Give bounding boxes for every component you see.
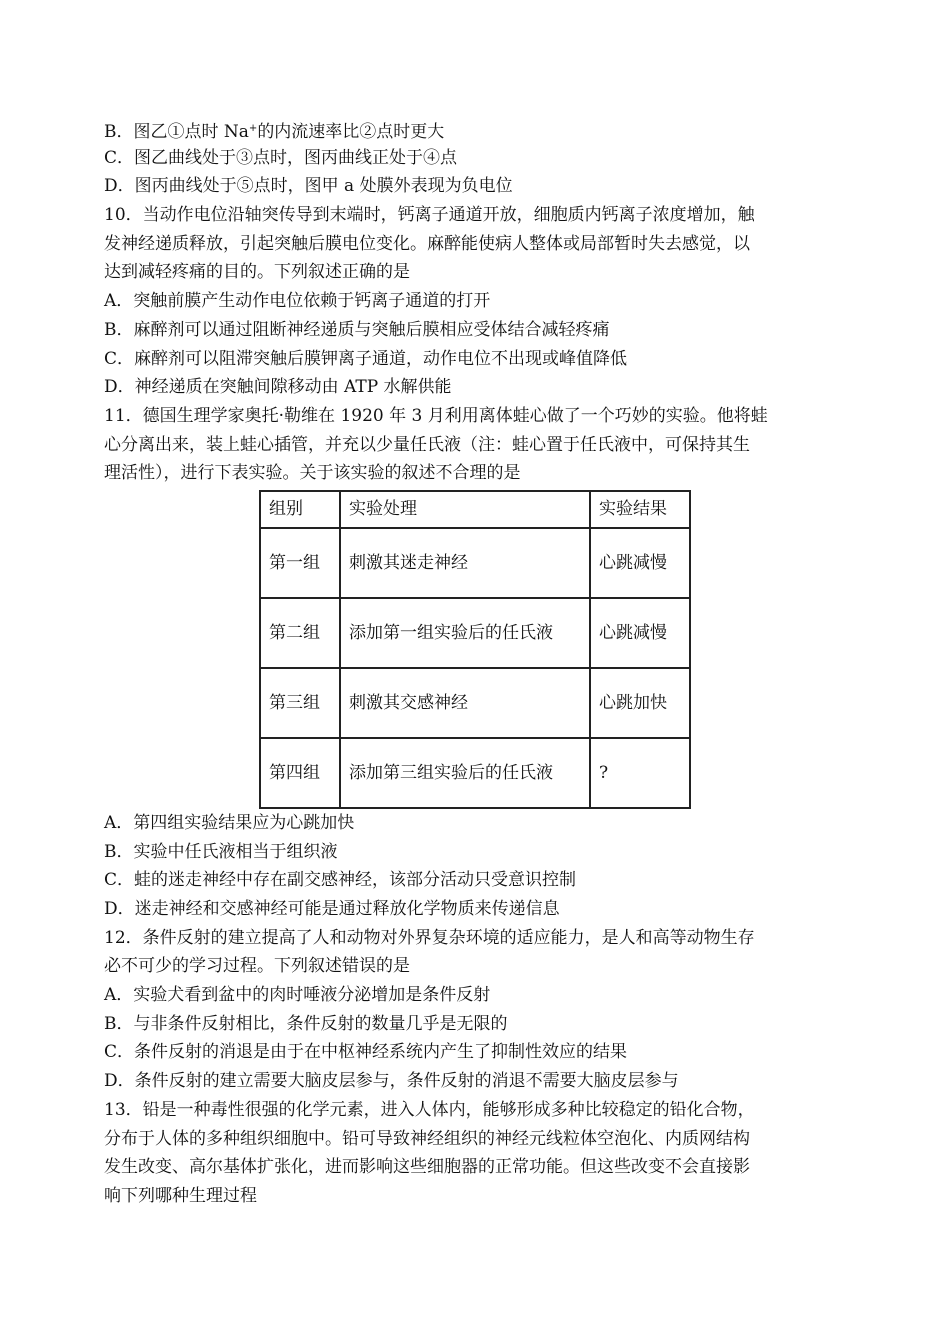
q12-option-c: C．条件反射的消退是由于在中枢神经系统内产生了抑制性效应的结果 <box>104 1042 628 1063</box>
q9-option-b: B．图乙①点时 Na+的内流速率比②点时更大 <box>104 122 445 142</box>
header-treatment: 实验处理 <box>340 491 590 528</box>
cell-group: 第二组 <box>260 598 340 668</box>
experiment-table <box>259 490 691 809</box>
q10-option-b: B．麻醉剂可以通过阻断神经递质与突触后膜相应受体结合减轻疼痛 <box>104 319 610 340</box>
cell-treatment: 刺激其交感神经 <box>340 668 590 738</box>
header-group: 组别 <box>260 491 340 528</box>
q13-stem-line: 13．铅是一种毒性很强的化学元素，进入人体内，能够形成多种比较稳定的铅化合物， <box>104 1099 755 1120</box>
q12-stem-line: 必不可少的学习过程。下列叙述错误的是 <box>104 956 410 977</box>
cell-group: 第三组 <box>260 668 340 738</box>
q13-stem-line: 响下列哪种生理过程 <box>104 1185 257 1206</box>
cell-result: 心跳减慢 <box>590 598 690 668</box>
table-row <box>260 598 690 668</box>
q10-stem-line: 发神经递质释放，引起突触后膜电位变化。麻醉能使病人整体或局部暂时失去感觉，以 <box>104 233 750 254</box>
cell-treatment: 刺激其迷走神经 <box>340 528 590 598</box>
q10-option-d: D．神经递质在突触间隙移动由 ATP 水解供能 <box>104 377 452 398</box>
q11-option-a: A．第四组实验结果应为心跳加快 <box>104 812 355 833</box>
cell-treatment: 添加第一组实验后的任氏液 <box>340 598 590 668</box>
q12-option-b: B．与非条件反射相比，条件反射的数量几乎是无限的 <box>104 1013 508 1034</box>
exam-page <box>104 115 839 1211</box>
q11-option-c: C．蛙的迷走神经中存在副交感神经，该部分活动只受意识控制 <box>104 870 577 891</box>
q11-stem-line: 心分离出来，装上蛙心插管，并充以少量任氏液（注：蛙心置于任氏液中，可保持其生 <box>104 434 750 455</box>
table-row <box>260 668 690 738</box>
q12-option-d: D．条件反射的建立需要大脑皮层参与，条件反射的消退不需要大脑皮层参与 <box>104 1071 679 1092</box>
cell-treatment: 添加第三组实验后的任氏液 <box>340 738 590 808</box>
q10-option-c: C．麻醉剂可以阻滞突触后膜钾离子通道，动作电位不出现或峰值降低 <box>104 348 628 369</box>
cell-result: 心跳加快 <box>590 668 690 738</box>
q11-stem-line: 11．德国生理学家奥托·勒维在 1920 年 3 月利用离体蛙心做了一个巧妙的实验。他将蛙 <box>104 405 768 426</box>
q9-option-c: C．图乙曲线处于③点时，图丙曲线正处于④点 <box>104 147 458 168</box>
cell-group: 第四组 <box>260 738 340 808</box>
table-row <box>260 528 690 598</box>
table-row <box>260 738 690 808</box>
cell-result: ? <box>590 738 690 808</box>
q12-stem-line: 12．条件反射的建立提高了人和动物对外界复杂环境的适应能力，是人和高等动物生存 <box>104 927 755 948</box>
q10-option-a: A．突触前膜产生动作电位依赖于钙离子通道的打开 <box>104 291 491 312</box>
q10-stem-line: 10．当动作电位沿轴突传导到末端时，钙离子通道开放，细胞质内钙离子浓度增加，触 <box>104 205 755 226</box>
q13-stem-line: 分布于人体的多种组织细胞中。铅可导致神经组织的神经元线粒体空泡化、内质网结构 <box>104 1128 750 1149</box>
q10-stem-line: 达到减轻疼痛的目的。下列叙述正确的是 <box>104 262 410 283</box>
cell-result: 心跳减慢 <box>590 528 690 598</box>
q9-option-d: D．图丙曲线处于⑤点时，图甲 a 处膜外表现为负电位 <box>104 176 513 197</box>
table-header-row <box>260 491 690 528</box>
q12-option-a: A．实验犬看到盆中的肉时唾液分泌增加是条件反射 <box>104 985 491 1006</box>
q11-option-d: D．迷走神经和交感神经可能是通过释放化学物质来传递信息 <box>104 899 560 919</box>
q13-stem-line: 发生改变、高尔基体扩张化，进而影响这些细胞器的正常功能。但这些改变不会直接影 <box>104 1157 750 1178</box>
cell-group: 第一组 <box>260 528 340 598</box>
header-result: 实验结果 <box>590 491 690 528</box>
q11-option-b: B．实验中任氏液相当于组织液 <box>104 841 338 862</box>
q11-stem-line: 理活性），进行下表实验。关于该实验的叙述不合理的是 <box>104 463 521 484</box>
